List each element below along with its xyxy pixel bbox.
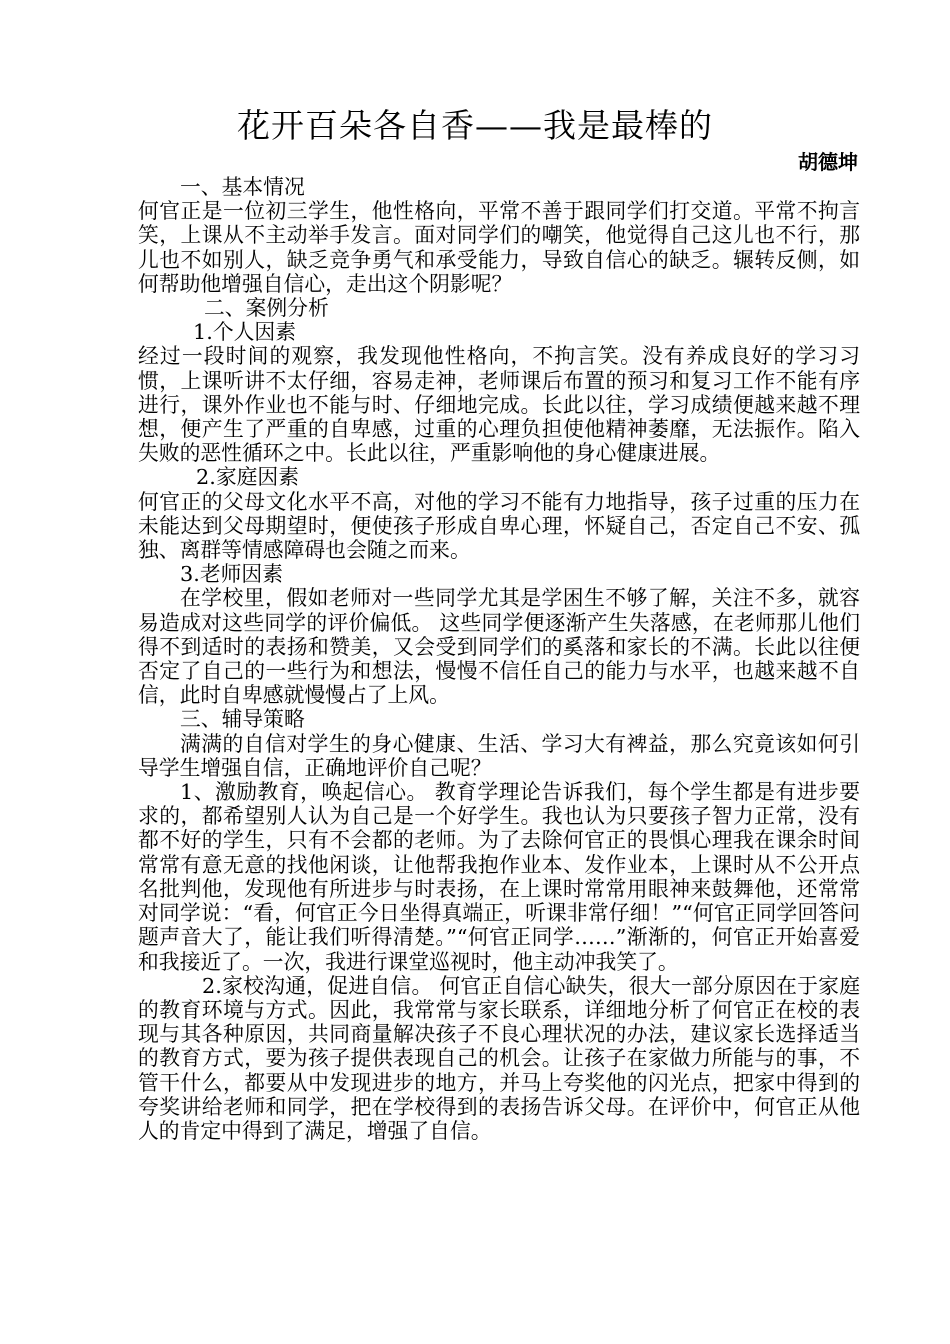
document-body: [138, 175, 860, 1143]
subheading-teacher: 3.老师因素: [180, 562, 284, 587]
author-name: 胡德坤: [798, 150, 858, 174]
paragraph: 经过一段时间的观察，我发现他性格向，不拘言笑。没有养成良好的学习习惯，上课听讲不太仔细，容易走神，老师课后布置的预习和复习工作不能有序进行，课外作业也不能与时、仔细地完成。长此以往，学习成绩便越来越不理想，便产生了严重的自卑感，过重的心理负担使他精神萎靡，无法振作。陷入失败的恶性循环之中。长此以往，严重影响他的身心健康进展。: [138, 344, 860, 466]
subheading-family: 2.家庭因素: [196, 465, 300, 490]
paragraph: 满满的自信对学生的身心健康、生活、学习大有裨益，那么究竟该如何引导学生增强自信，正确地评价自己呢？: [138, 731, 860, 780]
paragraph: 何官正是一位初三学生，他性格向，平常不善于跟同学们打交道。平常不拘言笑，上课从不主动举手发言。面对同学们的嘲笑，他觉得自己这儿也不行，那儿也不如别人，缺乏竞争勇气和承受能力，导致自信心的缺乏。辗转反侧，如何帮助他增强自信心，走出这个阴影呢？: [138, 199, 860, 296]
subheading-personal: 1.个人因素: [193, 320, 297, 345]
paragraph: 1、激励教育，唤起信心。 教育学理论告诉我们，每个学生都是有进步要求的，都希望别人认为自己是一个好学生。我也认为只要孩子智力正常，没有都不好的学生，只有不会都的老师。为了去除何官正的畏惧心理我在课余时间常常有意无意的找他闲谈，让他帮我抱作业本、发作业本，上课时从不公开点名批判他，发现他有所进步与时表扬，在上课时常常用眼神来鼓舞他，还常常对同学说：“看，何官正今日坐得真端正，听课非常仔细！”“何官正同学回答问题声音大了，能让我们听得清楚。”“何官正同学……”渐渐的，何官正开始喜爱和我接近了。一次，我进行课堂巡视时，他主动冲我笑了。: [138, 780, 860, 974]
document-title: 花开百朵各自香——我是最棒的: [237, 106, 713, 145]
section-heading-analysis: 二、案例分析: [204, 296, 329, 321]
paragraph: 在学校里，假如老师对一些同学尤其是学困生不够了解，关注不多，就容易造成对这些同学的评价偏低。 这些同学便逐渐产生失落感，在老师那儿他们得不到适时的表扬和赞美，又会受到同学们的奚落和家长的不满。长此以往便否定了自己的一些行为和想法，慢慢不信任自己的能力与水平，也越来越不自信，此时自卑感就慢慢占了上风。: [138, 586, 860, 708]
section-heading-basic: 一、基本情况: [180, 175, 305, 199]
paragraph: 2.家校沟通，促进自信。 何官正自信心缺失，很大一部分原因在于家庭的教育环境与方式。因此，我常常与家长联系，详细地分析了何官正在校的表现与其各种原因，共同商量解决孩子不良心理状况的办法，建议家长选择适当的教育方式，要为孩子提供表现自己的机会。让孩子在家做力所能与的事，不管干什么，都要从中发现进步的地方，并马上夸奖他的闪光点，把家中得到的夸奖讲给老师和同学，把在学校得到的表扬告诉父母。在评价中，何官正从他人的肯定中得到了满足，增强了自信。: [138, 973, 860, 1143]
section-heading-strategy: 三、辅导策略: [180, 707, 305, 732]
paragraph: 何官正的父母文化水平不高，对他的学习不能有力地指导，孩子过重的压力在未能达到父母期望时，便使孩子形成自卑心理，怀疑自己，否定自己不安、孤独、离群等情感障碍也会随之而来。: [138, 489, 860, 563]
